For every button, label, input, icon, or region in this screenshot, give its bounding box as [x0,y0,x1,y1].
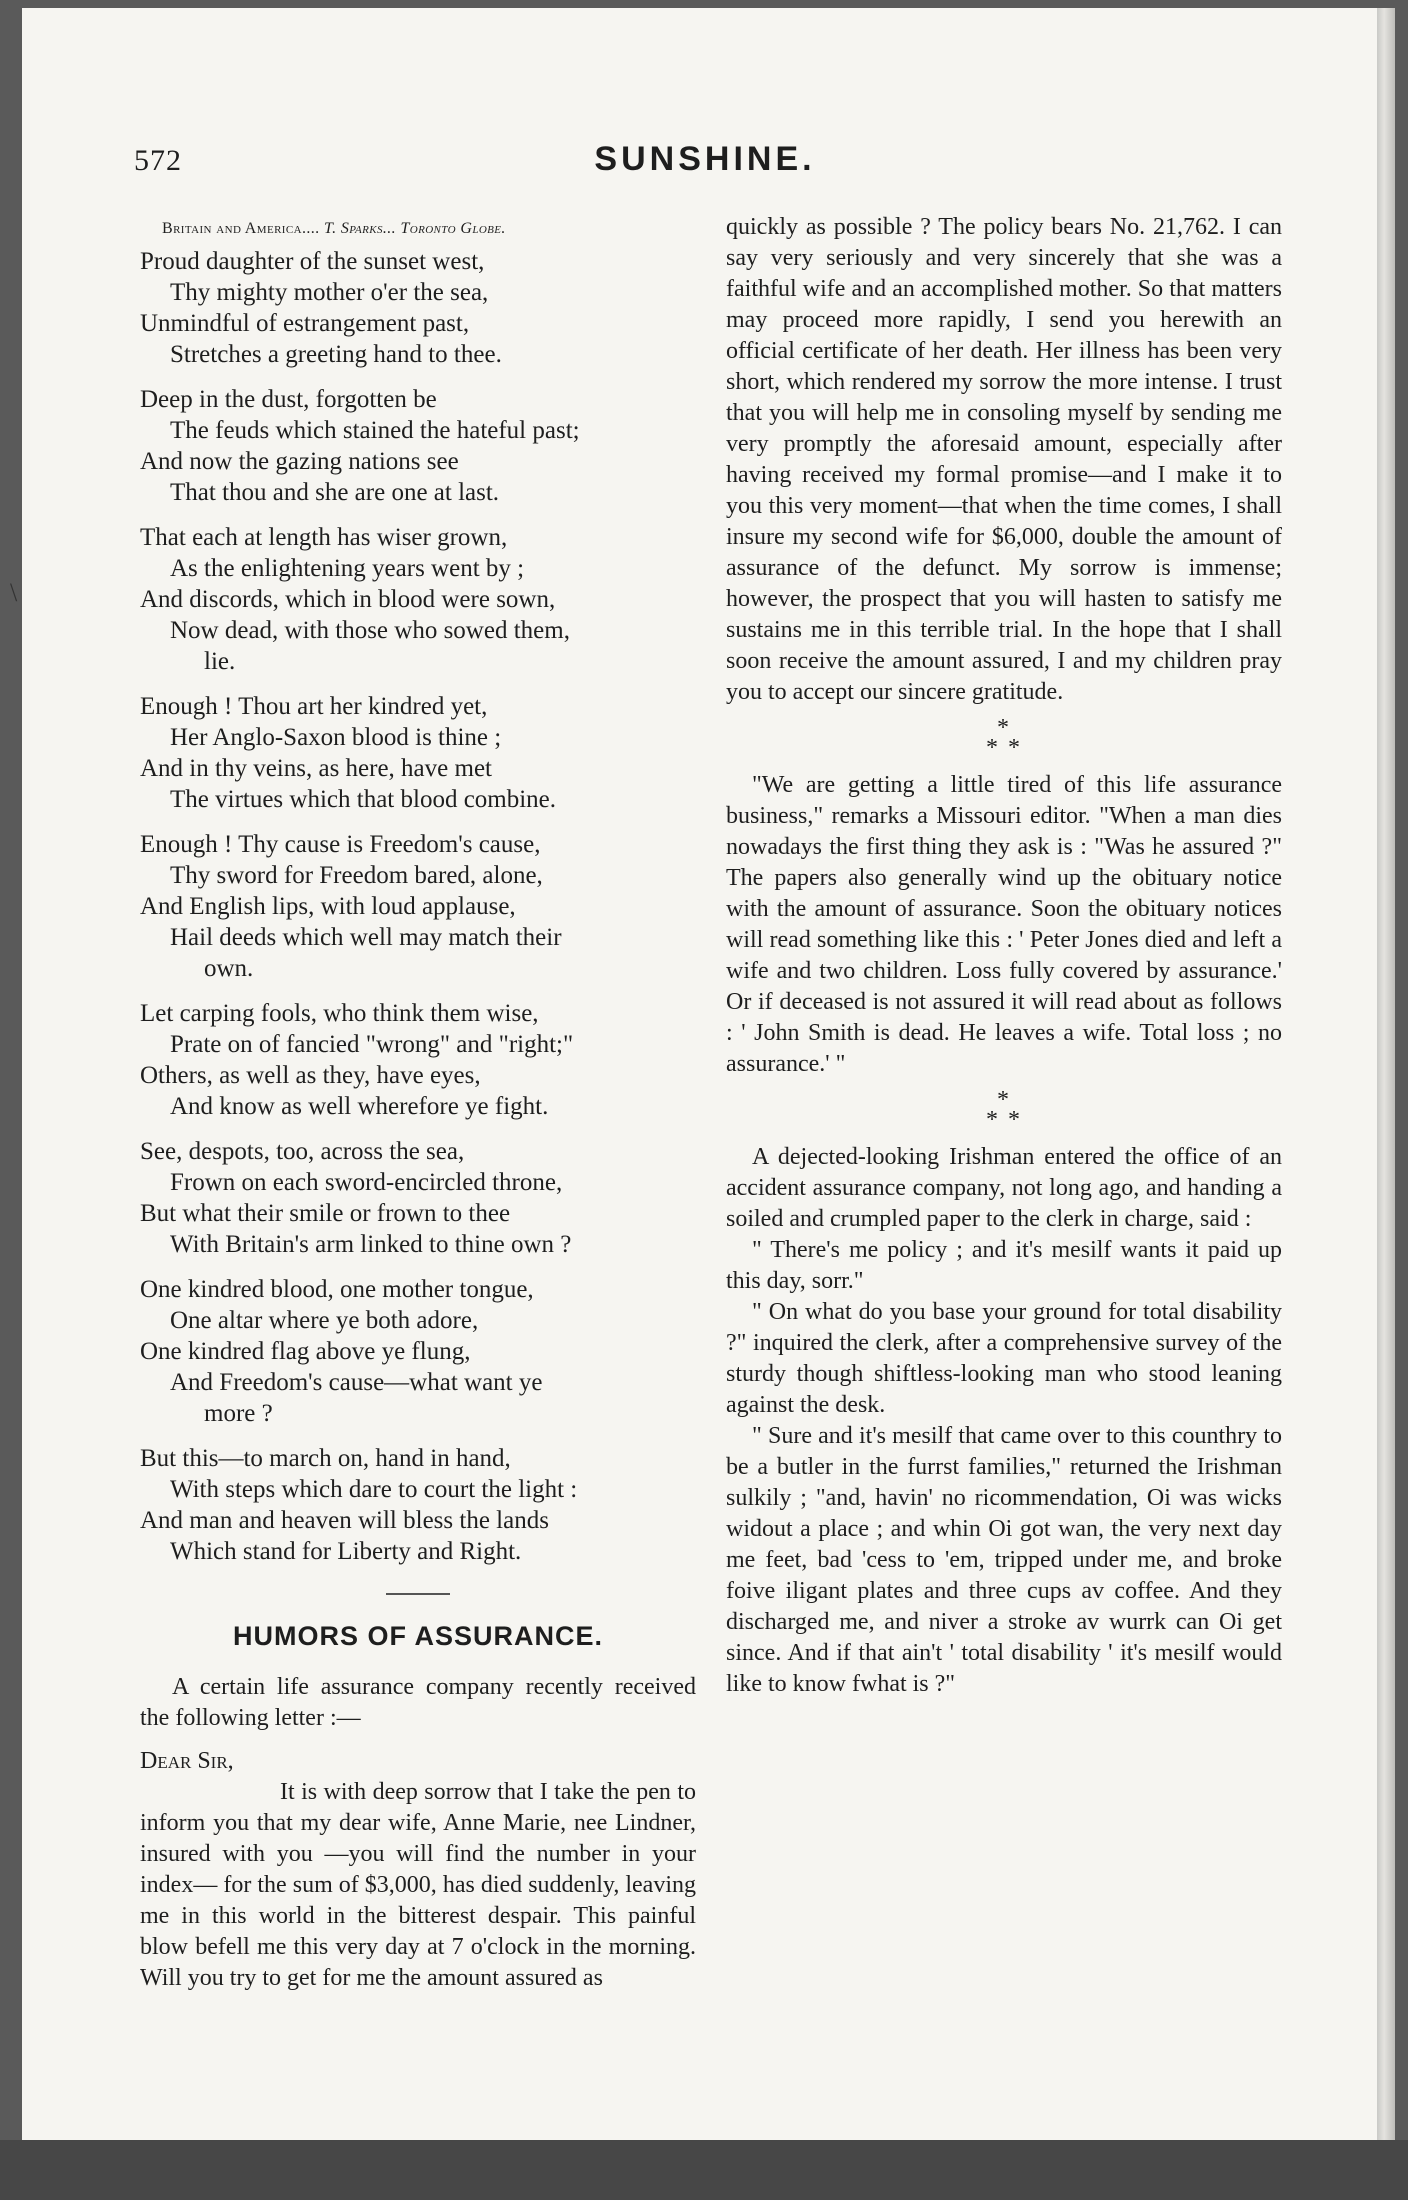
poem-line: Which stand for Liberty and Right. [170,1538,522,1565]
poem-credit [162,220,696,238]
poem-stanza [140,1443,696,1567]
poem-line: And man and heaven will bless the lands [140,1507,549,1534]
poem-line: One kindred blood, one mother tongue, [140,1276,534,1303]
poem-credit-source: Toronto Globe. [400,220,506,237]
poem-credit-author: T. Sparks... [323,220,397,237]
poem-line: Now dead, with those who sowed them, [170,617,570,644]
poem-line: Prate on of fancied "wrong" and "right;" [170,1031,574,1058]
irishman-quote-1: " There's me policy ; and it's mesilf wants it paid up this day, sorr." [726,1237,1282,1294]
poem-line: And know as well wherefore ye fight. [170,1093,549,1120]
poem-line: Stretches a greeting hand to thee. [170,341,502,368]
poem-line: Enough ! Thou art her kindred yet, [140,693,488,720]
poem-stanza [140,691,696,815]
poem-line: Thy mighty mother o'er the sea, [170,279,489,306]
poem-line: Enough ! Thy cause is Freedom's cause, [140,831,541,858]
poem-line: With Britain's arm linked to thine own ? [170,1231,572,1258]
poem-line: That thou and she are one at last. [170,479,500,506]
poem-line: Hail deeds which well may match their [170,924,562,951]
poem-line: And English lips, with loud applause, [140,893,516,920]
poem-stanza [140,1274,696,1429]
poem-line: One kindred flag above ye flung, [140,1338,471,1365]
running-title: SUNSHINE. [594,140,816,178]
poem-line: As the enlightening years went by ; [170,555,525,582]
missouri-anecdote: "We are getting a little tired of this life assurance business," remarks a Missouri editor. "When a man dies nowadays the first thing they ask is : "Was he assured ?" The papers also generally wind up the obituary notice with the amount of assurance. Soon the obituary notices will read something like this : ' Peter Jones died and left a wife and two children. Loss fully covered by assurance.' Or if deceased is not assured it will read about as follows : ' John Smith is dead. He leaves a wife. Total loss ; no assurance.' " [726,772,1282,1077]
irishman-reply: " Sure and it's mesilf that came over to this counthry to be a butler in the furrst families," returned the Irishman sulkily ; "and, havin' no ricommendation, Oi was wicks widout a place ; and whin Oi got wan, the very next day me feet, bad 'cess to 'em, tripped under me, and broke foive iligant plates and three cups av coffee. And they discharged me, and niver a stroke av wurrk can Oi get since. And if that ain't ' total disability ' it's mesilf would like to know fwhat is ?" [726,1423,1282,1697]
poem-line: With steps which dare to court the light : [170,1476,578,1503]
poem-stanza [140,1136,696,1260]
letter-body-part2: quickly as possible ? The policy bears No. 21,762. I can say very seriously and very sincerely that she was a faithful wife and an accomplished mother. So that matters may proceed more rapidly, I send you herewith an official certificate of her death. Her illness has been very short, which rendered my sorrow the more intense. I trust that you will help me in consoling myself by sending me very promptly the aforesaid amount, especially after having received my formal promise—and I make it to you this very moment—that when the time comes, I shall insure my second wife for $6,000, double the amount of assurance of the defunct. My sorrow is immense; however, the prospect that you will hasten to satisfy me sustains me in this terrible trial. In the hope that I shall soon receive the amount assured, I and my children pray you to accept our sincere gratitude. [726,214,1282,705]
poem-line: And in thy veins, as here, have met [140,755,492,782]
poem-line: Let carping fools, who think them wise, [140,1000,539,1027]
poem-line: But what their smile or frown to thee [140,1200,511,1227]
poem-line: Proud daughter of the sunset west, [140,248,485,275]
poem-stanza [140,829,696,984]
poem-line: Her Anglo-Saxon blood is thine ; [170,724,502,751]
poem-stanza [140,522,696,677]
poem-line: Deep in the dust, forgotten be [140,386,437,413]
scan-shadow [0,2140,1408,2200]
letter-salutation: Dear Sir, [140,1748,234,1774]
poem-line: The virtues which that blood combine. [170,786,557,813]
clerk-question: " On what do you base your ground for total disability ?" inquired the clerk, after a comprehensive survey of the sturdy though shiftless-looking man who stood leaning against the desk. [726,1299,1282,1418]
poem [140,246,696,1567]
letter-body-part1: It is with deep sorrow that I take the pen to inform you that my dear wife, Anne Marie, nee Lindner, insured with you —you will find the number in your index— for the sum of $3,000, has died suddenly, leaving me in this world in the bitterest despair. This painful blow befell me this very day at 7 o'clock in the morning. Will you try to get for me the amount assured as [140,1779,696,1991]
poem-stanza [140,384,696,508]
poem-line: That each at length has wiser grown, [140,524,508,551]
asterism-divider-2: * * * [986,1087,1022,1133]
irishman-intro: A dejected-looking Irishman entered the office of an accident assurance company, not long ago, and handing a soiled and crumpled paper to the clerk in charge, said : [726,1144,1282,1232]
poem-line: more ? [204,1400,273,1427]
poem-line: Thy sword for Freedom bared, alone, [170,862,543,889]
poem-line: And discords, which in blood were sown, [140,586,556,613]
poem-line: And Freedom's cause—what want ye [170,1369,543,1396]
poem-line: Unmindful of estrangement past, [140,310,470,337]
poem-line: own. [204,955,254,982]
poem-line: lie. [204,648,236,675]
poem-line: Frown on each sword-encircled throne, [170,1169,563,1196]
poem-line: Others, as well as they, have eyes, [140,1062,481,1089]
poem-line: But this—to march on, hand in hand, [140,1445,511,1472]
page-header [110,140,1300,190]
margin-mark: \ [10,578,18,607]
section-divider [386,1593,450,1595]
poem-stanza [140,246,696,370]
left-column [140,212,696,1994]
poem-stanza [140,998,696,1122]
page-edge [1377,8,1395,2140]
right-column [726,212,1282,1700]
poem-line: See, despots, too, across the sea, [140,1138,465,1165]
article-intro: A certain life assurance company recently received the following letter :— [140,1674,696,1731]
poem-credit-title: Britain and America.... [162,220,320,237]
poem-line: One altar where ye both adore, [170,1307,479,1334]
poem-line: The feuds which stained the hateful past; [170,417,580,444]
section-heading: HUMORS OF ASSURANCE. [232,1621,603,1651]
page-number: 572 [134,144,182,177]
asterism-divider: * * * [986,715,1022,761]
poem-line: And now the gazing nations see [140,448,459,475]
